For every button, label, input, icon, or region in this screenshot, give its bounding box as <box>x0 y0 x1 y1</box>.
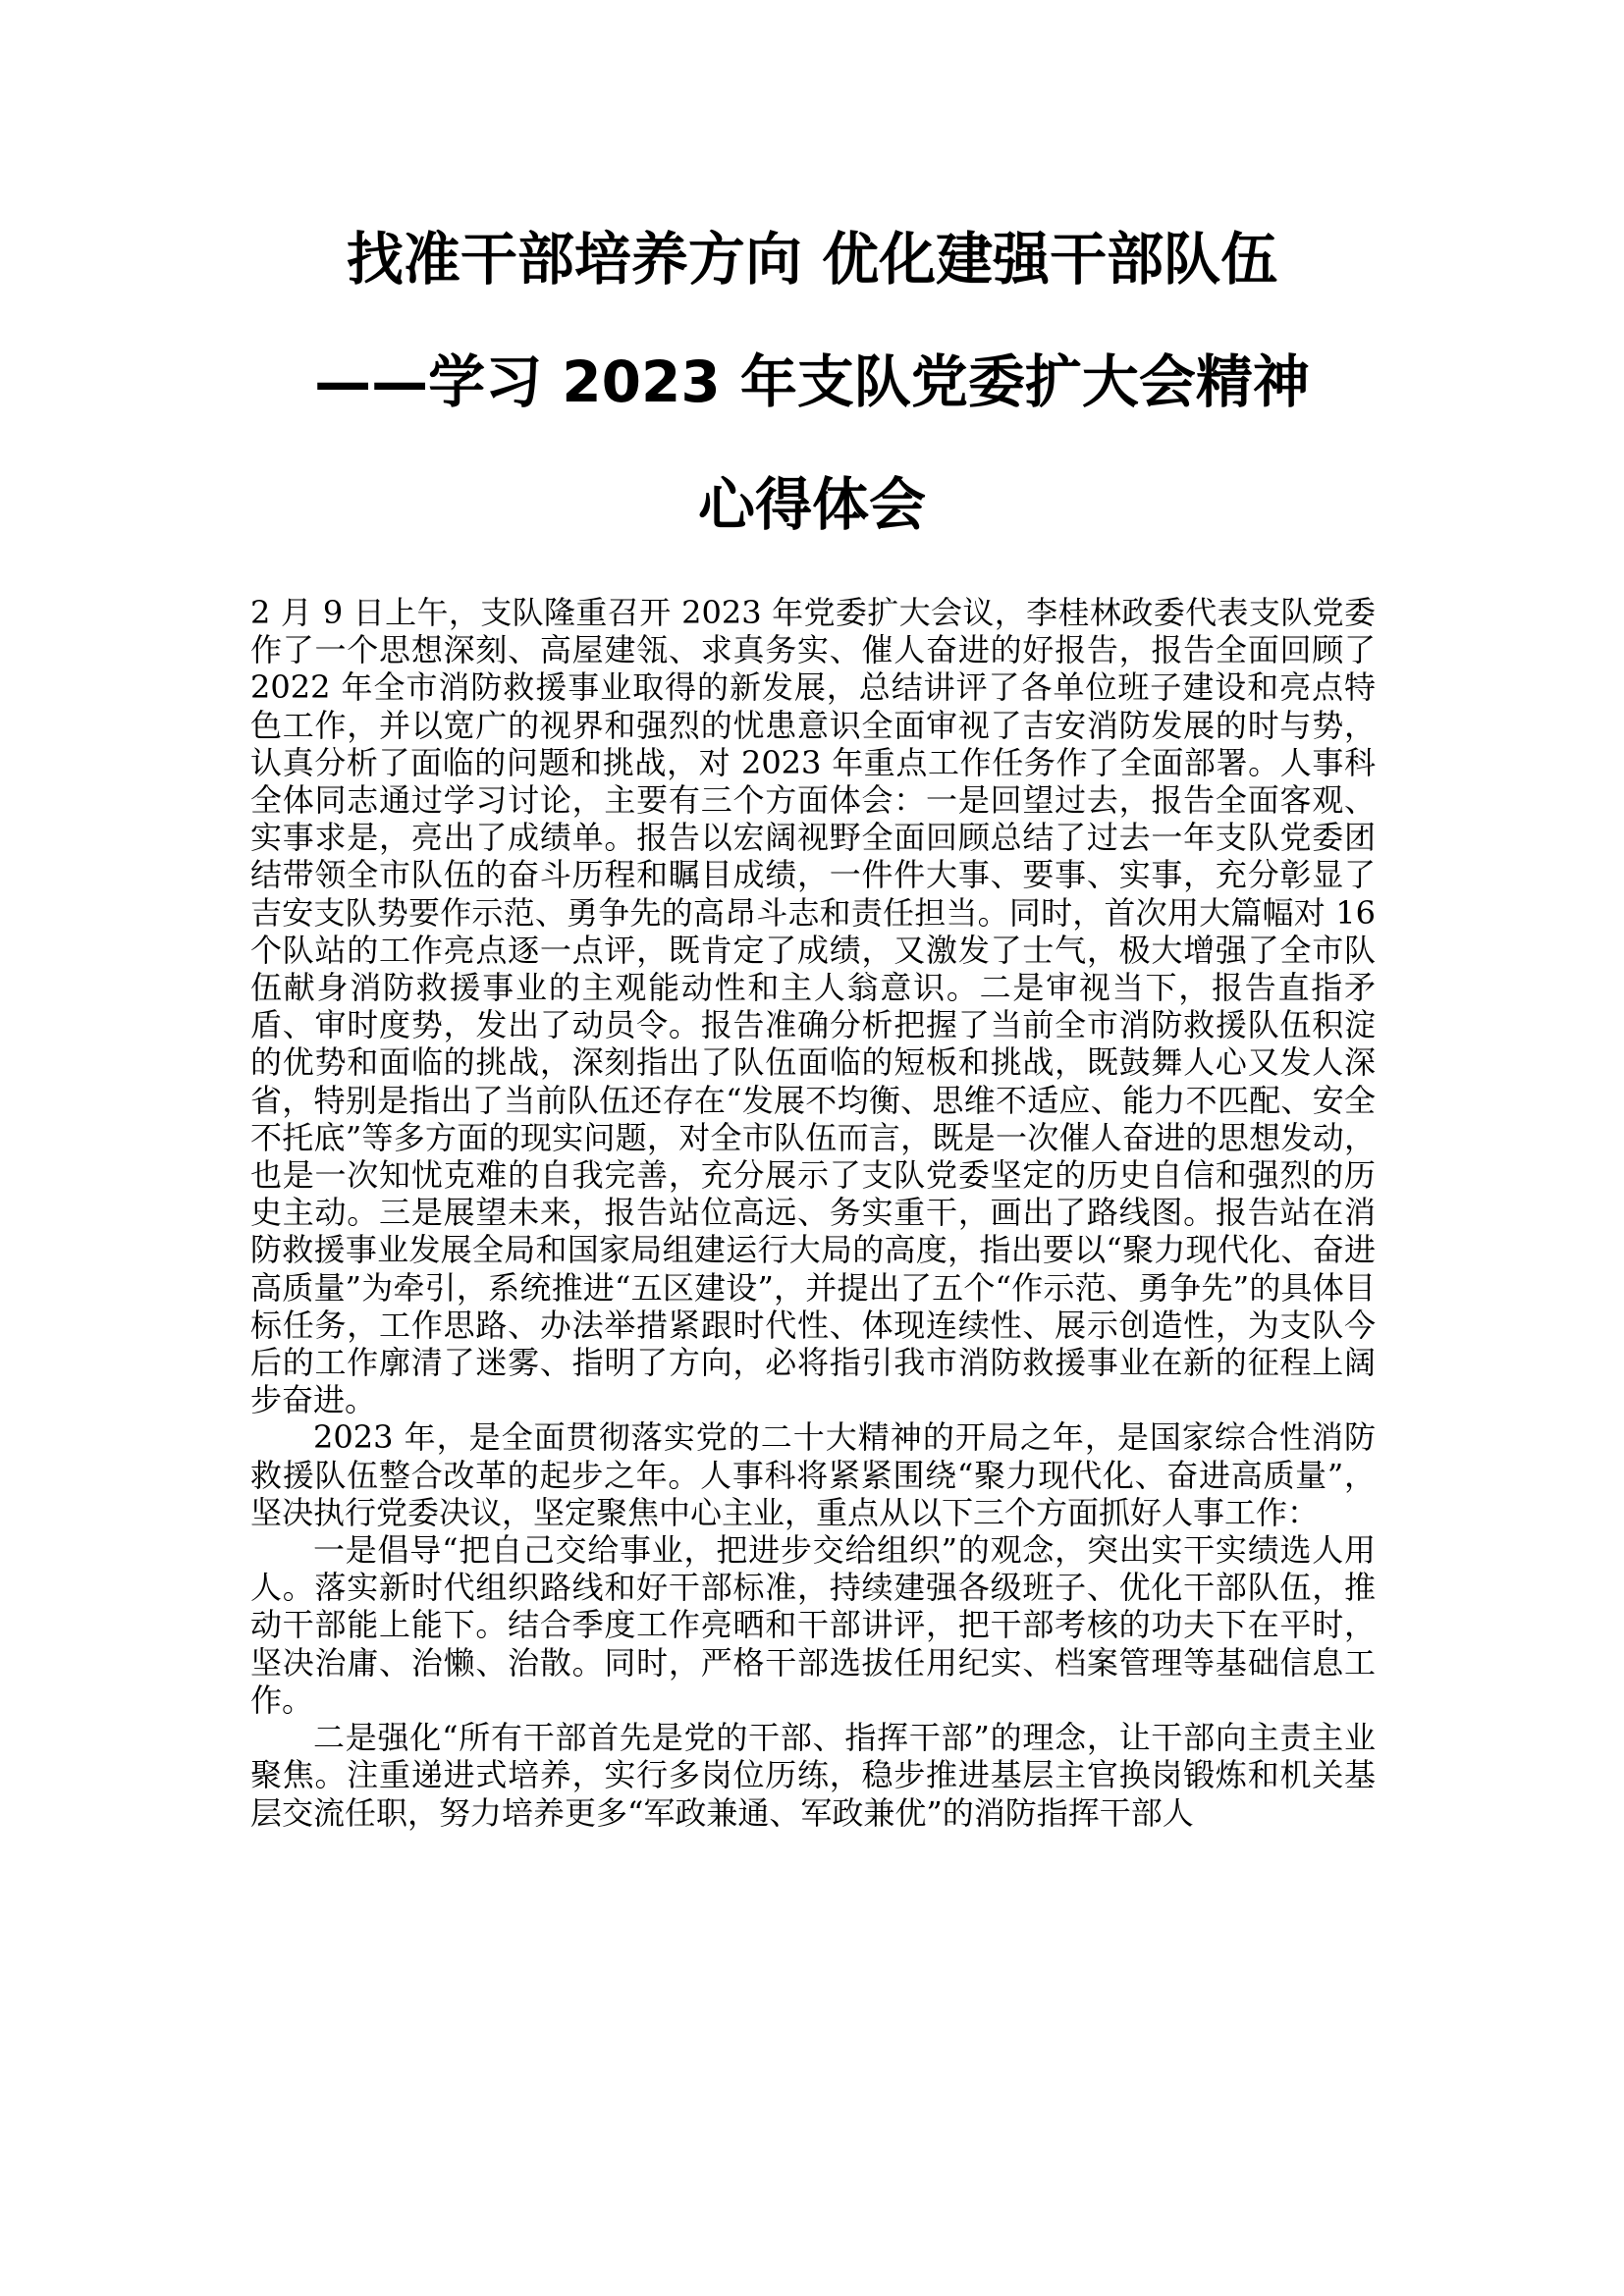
title-line-subtitle: ——学习 2023 年支队党委扩大会精神 <box>314 348 1310 415</box>
document-title <box>236 226 1388 599</box>
paragraph-point-one: 一是倡导“把自己交给事业，把进步交给组织”的观念，突出实干实绩选人用人。落实新时代组织路线和好干部标准，持续建强各级班子、优化干部队伍，推动干部能上能下。结合季度工作亮晒和干部讲评，把干部考核的功夫下在平时，坚决治庸、治懒、治散。同时，严格干部选拔任用纪实、档案管理等基础信息工作。 <box>250 1531 1376 1719</box>
paragraph-2023-overview: 2023 年，是全面贯彻落实党的二十大精神的开局之年，是国家综合性消防救援队伍整合改革的起步之年。人事科将紧紧围绕“聚力现代化、奋进高质量”，坚决执行党委决议，坚定聚焦中心主业，重点从以下三个方面抓好人事工作： <box>250 1418 1376 1531</box>
paragraph-intro: 2 月 9 日上午，支队隆重召开 2023 年党委扩大会议，李桂林政委代表支队党委作了一个思想深刻、高屋建瓴、求真务实、催人奋进的好报告，报告全面回顾了 2022 年全市消防救援事业取得的新发展，总结讲评了各单位班子建设和亮点特色工作，并以宽广的视界和强烈的忧患意识全面审视了吉安消防发展的时与势，认真分析了面临的问题和挑战，对 2023 年重点工作任务作了全面部署。人事科全体同志通过学习讨论，主要有三个方面体会：一是回望过去，报告全面客观、实事求是，亮出了成绩单。报告以宏阔视野全面回顾总结了过去一年支队党委团结带领全市队伍的奋斗历程和瞩目成绩，一件件大事、要事、实事，充分彰显了吉安支队势要作示范、勇争先的高昂斗志和责任担当。同时，首次用大篇幅对 16 个队站的工作亮点逐一点评，既肯定了成绩，又激发了士气，极大增强了全市队伍献身消防救援事业的主观能动性和主人翁意识。二是审视当下，报告直指矛盾、审时度势，发出了动员令。报告准确分析把握了当前全市消防救援队伍积淀的优势和面临的挑战，深刻指出了队伍面临的短板和挑战，既鼓舞人心又发人深省，特别是指出了当前队伍还存在“发展不均衡、思维不适应、能力不匹配、安全不托底”等多方面的现实问题，对全市队伍而言，既是一次催人奋进的思想发动，也是一次知忧克难的自我完善，充分展示了支队党委坚定的历史自信和强烈的历史主动。三是展望未来，报告站位高远、务实重干，画出了路线图。报告站在消防救援事业发展全局和国家局组建运行大局的高度，指出要以“聚力现代化、奋进高质量”为牵引，系统推进“五区建设”，并提出了五个“作示范、勇争先”的具体目标任务，工作思路、办法举措紧跟时代性、体现连续性、展示创造性，为支队今后的工作廓清了迷雾、指明了方向，必将指引我市消防救援事业在新的征程上阔步奋进。 <box>250 594 1376 1419</box>
title-line-subtitle-end: 心得体会 <box>697 471 926 538</box>
title-line-main: 找准干部培养方向 优化建强干部队伍 <box>346 226 1278 293</box>
paragraph-point-two: 二是强化“所有干部首先是党的干部、指挥干部”的理念，让干部向主责主业聚焦。注重递进式培养，实行多岗位历练，稳步推进基层主官换岗锻炼和机关基层交流任职，努力培养更多“军政兼通、军政兼优”的消防指挥干部人 <box>250 1719 1376 1832</box>
document-body <box>250 594 1376 1832</box>
